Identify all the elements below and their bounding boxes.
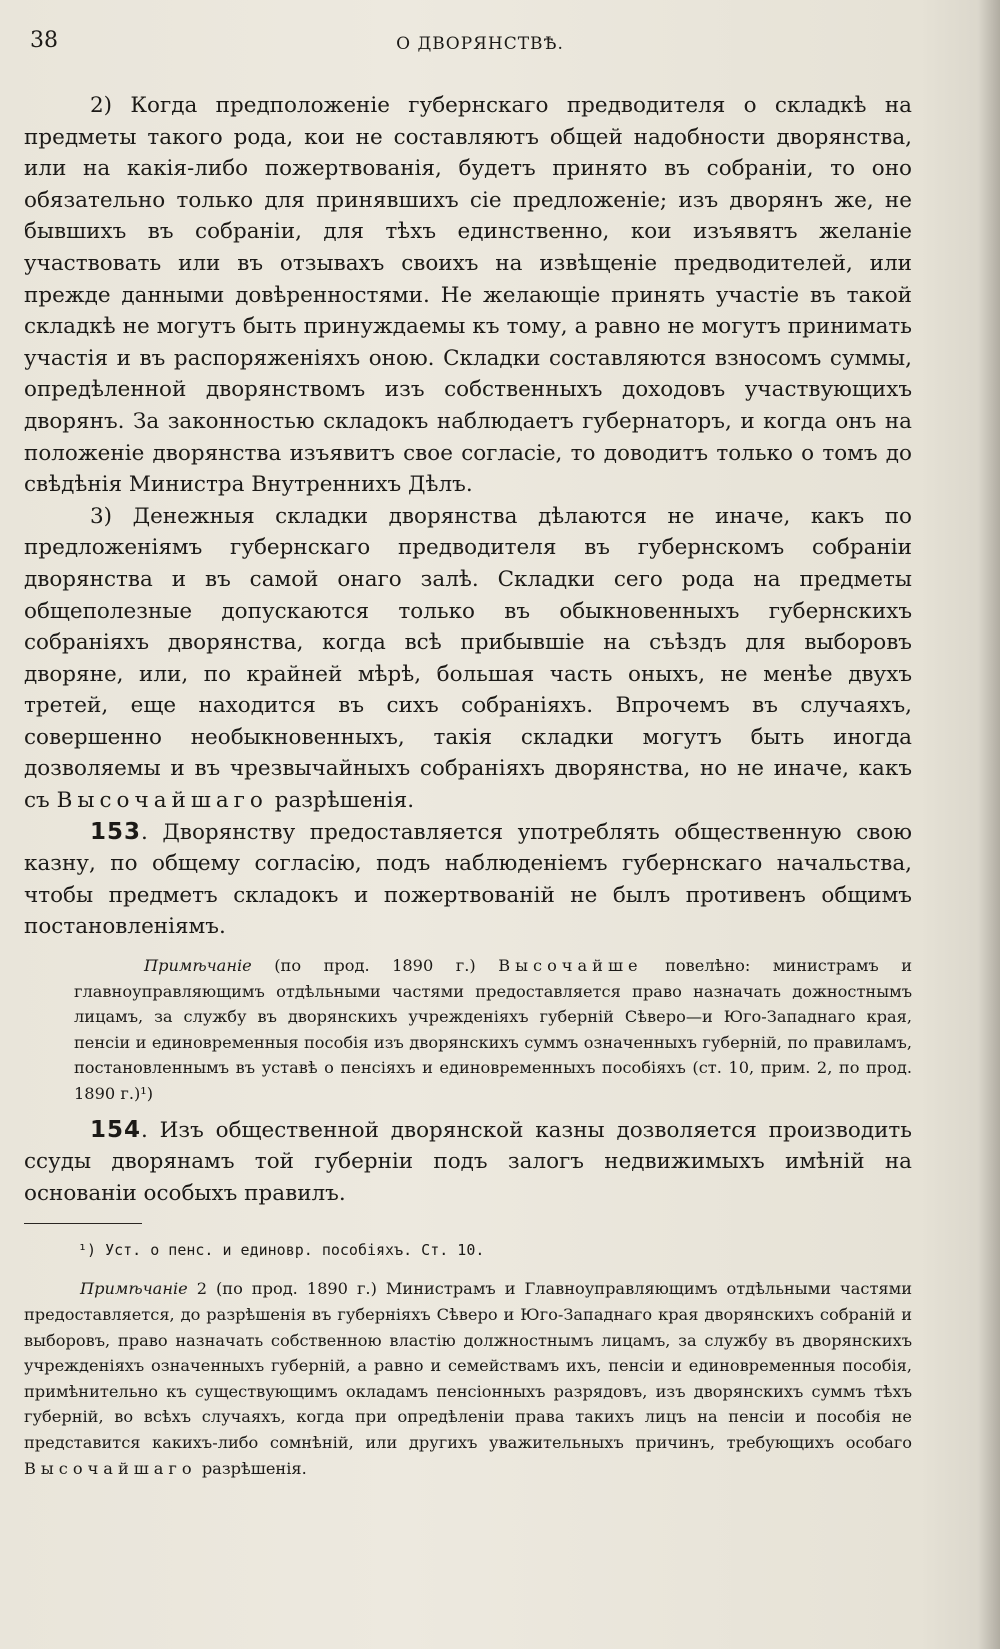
article-153-text: . Дворянству предоставляется употреблять общественную свою казну, по общему согласію, подъ наблюденіемъ губернскаго начальства, чтобы предметъ складокъ и пожертвованій не былъ противенъ общимъ постановленіямъ. bbox=[24, 819, 912, 940]
footnote-note-2-end: разрѣшенія. bbox=[196, 1458, 307, 1478]
note-1 bbox=[24, 953, 912, 1107]
paragraph-3-text: 3) Денежныя складки дворянства дѣлаются не иначе, какъ по предложеніямъ губернскаго предводителя въ губернскомъ собраніи дворянства и въ самой онаго залѣ. Складки сего рода на предметы общеполезные допускаются только въ обыкновенныхъ губернскихъ собраніяхъ дворянства, когда всѣ прибывшіе на съѣздъ для выборовъ дворяне, или, по крайней мѣрѣ, большая часть оныхъ, не менѣе двухъ третей, еще находится въ сихъ собраніяхъ. Впрочемъ въ случаяхъ, совершенно необыкновенныхъ, такія складки могутъ быть иногда дозволяемы и въ чрезвычайныхъ собраніяхъ дворянства, но не иначе, какъ съ bbox=[24, 503, 912, 814]
footnote-1: ¹) Уст. о пенс. и единовр. пособіяхъ. Ст. 10. bbox=[78, 1241, 485, 1260]
footnote-rule bbox=[24, 1223, 142, 1224]
article-154-text: . Изъ общественной дворянской казны дозволяется производить ссуды дворянамъ той губерніи подъ залогъ недвижимыхъ имѣній на основаніи особыхъ правилъ. bbox=[24, 1117, 912, 1206]
page-number: 38 bbox=[30, 28, 58, 53]
paragraph-3 bbox=[24, 501, 912, 817]
footnote-note-2 bbox=[24, 1276, 912, 1481]
article-154-number: 154 bbox=[90, 1116, 142, 1143]
note-1-spaced-word: Высочайше bbox=[498, 956, 643, 976]
paragraph-3-end: разрѣшенія. bbox=[274, 788, 415, 814]
note-1-label: Примѣчаніе bbox=[144, 956, 252, 976]
note-1-text: повелѣно: министрамъ и главноуправляющимъ отдѣльными частями предоставляется право назначать дожностнымъ лицамъ, за службу въ дворянскихъ учрежденіяхъ губерній Сѣверо—и Юго-Западнаго края, пенсіи и единовременныя пособія изъ дворянскихъ суммъ означенныхъ губерній, по правиламъ, постановленнымъ въ уставѣ о пенсіяхъ и единовременныхъ пособіяхъ (ст. 10, прим. 2, по прод. 1890 г.)¹) bbox=[74, 956, 913, 1103]
note-1-meta: (по прод. 1890 г.) bbox=[251, 956, 499, 976]
page-edge-shadow bbox=[978, 0, 1000, 1649]
article-153 bbox=[24, 817, 912, 943]
footnote-note-2-spaced-word: Высочайшаго bbox=[24, 1458, 197, 1478]
footnote-note-2-label: Примѣчаніе bbox=[80, 1279, 188, 1299]
article-154 bbox=[24, 1115, 912, 1210]
paragraph-2: 2) Когда предположеніе губернскаго предводителя о складкѣ на предметы такого рода, кои не составляютъ общей надобности дворянства, или на какія-либо пожертвованія, будетъ принято въ собраніи, то оно обязательно только для принявшихъ сіе предложеніе; изъ дворянъ же, не бывшихъ въ собраніи, для тѣхъ единственно, кои изъявятъ желаніе участвовать или въ отзывахъ своихъ на извѣщеніе предводителей, или прежде данными довѣренностями. Не желающіе принять участіе въ такой складкѣ не могутъ быть принуждаемы къ тому, а равно не могутъ принимать участія и въ распоряженіяхъ оною. Складки составляются взносомъ суммы, опредѣленной дворянствомъ изъ собственныхъ доходовъ участвующихъ дворянъ. За законностью складокъ наблюдаетъ губернаторъ, и когда онъ на положеніе дворянства изъявитъ свое согласіе, то доводитъ только о томъ до свѣдѣнія Министра Внутреннихъ Дѣлъ. bbox=[24, 93, 912, 498]
page-header bbox=[30, 28, 930, 64]
main-text bbox=[24, 90, 912, 1481]
article-153-number: 153 bbox=[90, 818, 142, 845]
footnote-note-2-text: 2 (по прод. 1890 г.) Министрамъ и Главноуправляющимъ отдѣльными частями предоставляется, до разрѣшенія въ губерніяхъ Сѣверо и Юго-Западнаго края дворянскихъ собраній и выборовъ, право назначать собственною властію должностнымъ лицамъ, за службу въ дворянскихъ учрежденіяхъ означенныхъ губерній, а равно и семействамъ ихъ, пенсіи и единовременныя пособія, примѣнительно къ существующимъ окладамъ пенсіонныхъ разрядовъ, изъ дворянскихъ суммъ тѣхъ губерній, во всѣхъ случаяхъ, когда при опредѣленіи права такихъ лицъ на пенсіи и пособія не представится какихъ-либо сомнѣній, или другихъ уважительныхъ причинъ, требующихъ особаго bbox=[24, 1279, 912, 1452]
running-title: О ДВОРЯНСТВѢ. bbox=[396, 34, 564, 54]
paragraph-3-spaced-word: Высочайшаго bbox=[56, 788, 268, 814]
